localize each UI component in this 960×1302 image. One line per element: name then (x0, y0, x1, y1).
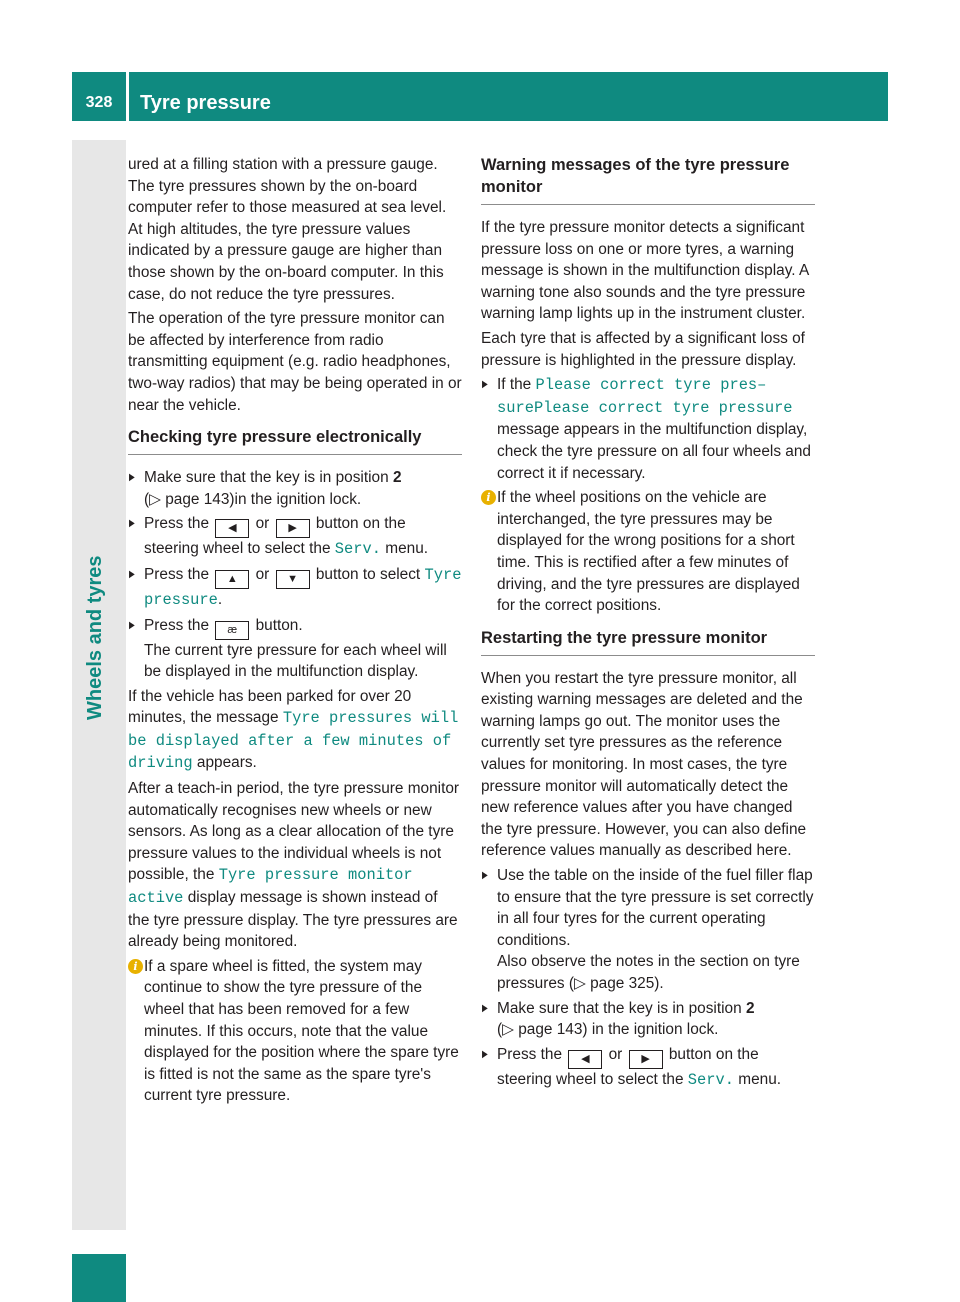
info-note: i If the wheel positions on the vehicle are interchanged, the tyre pressures may be displayed for the wrong positions for a short time. This is rectified after a few minutes of driving, and the tyre pressures are displayed for the correct positions. (481, 487, 815, 617)
instruction-step: ▶ Use the table on the inside of the fuel filler flap to ensure that the tyre pressure is set correctly in all four tyres for the current operating conditions. Also observe the notes in the section on tyre pressures (▷ page 325). (481, 865, 815, 995)
step-result: The current tyre pressure for each wheel will be displayed in the multifunction display. (144, 641, 447, 681)
display-message: Serv. (687, 1070, 734, 1089)
display-message: Tyre pressures will be displayed after a few minutes of driving (128, 709, 459, 773)
section-label: Wheels and tyres (84, 555, 106, 720)
info-icon: i (481, 490, 496, 505)
section-heading: Checking tyre pressure electronically (128, 426, 462, 455)
header-divider (126, 72, 129, 121)
instruction-step: ▶ Make sure that the key is in position 2 (▷ page 143)in the ignition lock. (128, 467, 462, 510)
display-message: Tyre pressure monitor active (128, 866, 413, 908)
left-arrow-key-icon: ◀ (215, 519, 249, 538)
display-message: Please correct tyre pres–surePlease correct tyre pressure (497, 376, 793, 417)
paragraph: Each tyre that is affected by a significant loss of pressure is highlighted in the pressure display. (481, 329, 805, 369)
display-message: Tyre pressure (144, 565, 462, 609)
info-icon: i (128, 959, 143, 974)
paragraph: If the vehicle has been parked for over 20 minutes, the message Tyre pressures will be displayed after a few minutes of driving appears. (128, 687, 459, 773)
paragraph: If the tyre pressure monitor detects a significant pressure loss on one or more tyres, a warning message is shown in the multifunction display. A warning tone also sounds and the tyre pressure warning lamp lights up in the instrument cluster. (481, 219, 809, 323)
page-reference: (▷ page 143) in the ignition lock. (497, 1021, 719, 1039)
ok-key-icon: æ (215, 621, 249, 640)
section-heading: Restarting the tyre pressure monitor (481, 627, 815, 656)
right-arrow-key-icon: ▶ (629, 1050, 663, 1069)
instruction-step: ▶ Press the ◀ or ▶ button on the steering wheel to select the Serv. menu. (128, 513, 462, 561)
page-title: Tyre pressure (140, 92, 271, 114)
page-reference: (▷ page 143)in the ignition lock. (144, 490, 362, 508)
instruction-step: ▶ Make sure that the key is in position 2 (▷ page 143) in the ignition lock. (481, 998, 815, 1041)
right-column (481, 154, 815, 1094)
instruction-step: ▶ Press the æ button. The current tyre pressure for each wheel will be displayed in the multifunction display. (128, 615, 462, 683)
section-heading: Warning messages of the tyre pressure monitor (481, 154, 815, 205)
page-header (72, 72, 888, 121)
paragraph: After a teach-in period, the tyre pressure monitor automatically recognises new wheels or new sensors. As long as a clear allocation of the tyre pressure values to the individual wheels is not possible, the Tyre pressure monitor active display message is shown instead of the tyre pressure display. The tyre pressures are already being monitored. (128, 780, 460, 951)
page-number: 328 (85, 94, 113, 111)
instruction-step: ▶ Press the ◀ or ▶ button on the steering wheel to select the Serv. menu. (481, 1044, 815, 1092)
left-column (128, 154, 462, 1110)
right-arrow-key-icon: ▶ (276, 519, 310, 538)
up-arrow-key-icon: ▲ (215, 570, 249, 589)
paragraph: The operation of the tyre pressure monitor can be affected by interference from radio transmitting equipment (e.g. radio headphones, two-way radios) that may be being operated in or near the vehicle. (128, 310, 462, 414)
step-note: Also observe the notes in the section on tyre pressures (▷ page 325). (497, 953, 800, 992)
instruction-step: ▶ Press the ▲ or ▼ button to select Tyre pressure. (128, 564, 462, 612)
paragraph: When you restart the tyre pressure monitor, all existing warning messages are deleted and the warning lamps go out. The monitor uses the currently set tyre pressures as the reference values for monitoring. In most cases, the tyre pressure monitor will automatically detect the new reference values after you have changed the tyre pressure. However, you can also define reference values manually as described here. (481, 669, 807, 860)
left-arrow-key-icon: ◀ (568, 1050, 602, 1069)
paragraph: ured at a filling station with a pressure gauge. The tyre pressures shown by the on-board computer refer to those measured at sea level. At high altitudes, the tyre pressure values indicated by a pressure gauge are higher than those shown by the on-board computer. In this case, do not reduce the tyre pressures. (128, 156, 447, 303)
display-message: Serv. (334, 540, 381, 559)
info-note: i If a spare wheel is fitted, the system may continue to show the tyre pressure of the wheel that has been removed for a few minutes. If this occurs, note that the value displayed for the position where the spare tyre is fitted is not the same as the spare tyre's current tyre pressure. (128, 956, 462, 1107)
down-arrow-key-icon: ▼ (276, 570, 310, 589)
side-marker (72, 1254, 126, 1302)
instruction-step: ▶ If the Please correct tyre pres–surePlease correct tyre pressure message appears in the multifunction display, check the tyre pressure on all four wheels and correct it if necessary. (481, 374, 815, 484)
